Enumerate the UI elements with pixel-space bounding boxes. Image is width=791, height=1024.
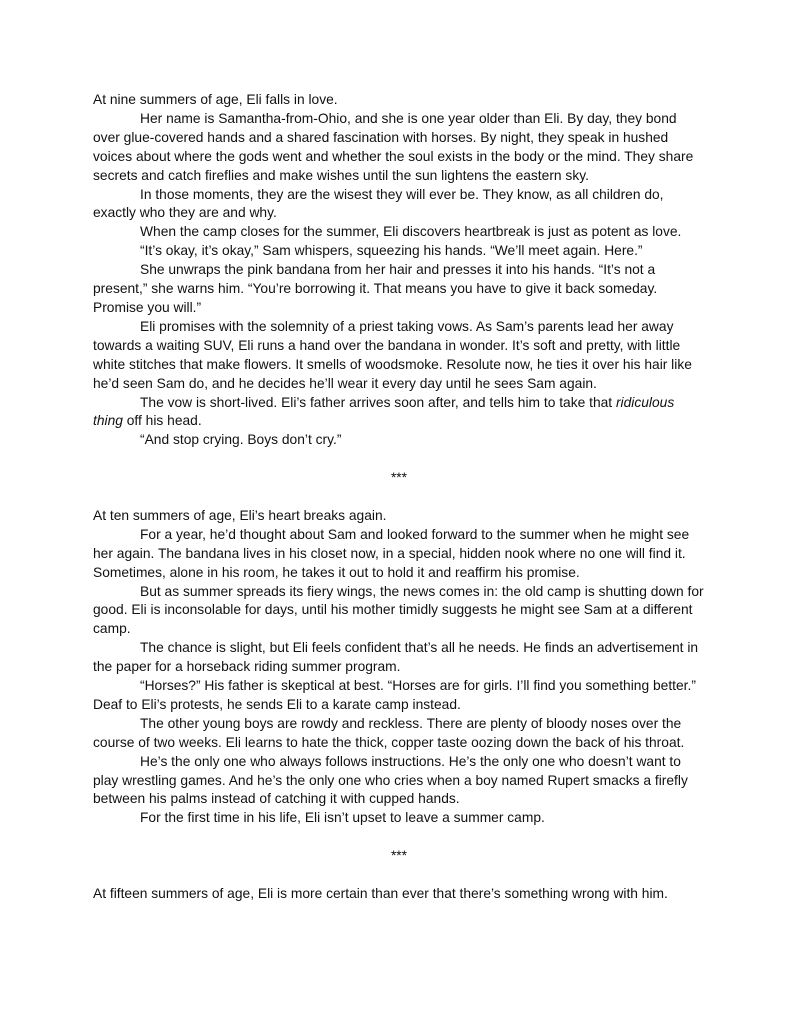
section2-opening: At ten summers of age, Eli’s heart breaks again. xyxy=(93,507,387,523)
section1-vow-paragraph xyxy=(93,394,705,432)
vow-text-italic: ridiculous thing xyxy=(93,394,675,429)
section1-paragraph: Her name is Samantha-from-Ohio, and she is one year older than Eli. By day, they bond over glue-covered hands and a shared fascination with horses. By night, they speak in hushed voices about where the gods went and whether the soul exists in the body or the mind. They share secrets and catch fireflies and make wishes until the sun lightens the eastern sky. xyxy=(93,110,694,183)
section2-paragraph: The chance is slight, but Eli feels confident that’s all he needs. He finds an advertisement in the paper for a horseback riding summer program. xyxy=(93,640,699,675)
section2-paragraph: The other young boys are rowdy and reckless. There are plenty of bloody noses over the course of two weeks. Eli learns to hate the thick, copper taste oozing down the back of his throat. xyxy=(93,715,685,750)
section1-paragraph: Eli promises with the solemnity of a priest taking vows. As Sam’s parents lead her away towards a waiting SUV, Eli runs a hand over the bandana in wonder. It’s soft and pretty, with little white stitches that make flowers. It smells of woodsmoke. Resolute now, he ties it over his hair like he’d seen Sam do, and he decides he’ll wear it every day until he sees Sam again. xyxy=(93,318,692,391)
section1-paragraph: “It’s okay, it’s okay,” Sam whispers, squeezing his hands. “We’ll meet again. Here.” xyxy=(140,243,643,259)
section1-opening: At nine summers of age, Eli falls in love. xyxy=(93,92,338,107)
scene-break: *** xyxy=(390,848,408,864)
section3-opening: At fifteen summers of age, Eli is more certain than ever that there’s something wrong with him. xyxy=(93,885,668,901)
section2-paragraph: But as summer spreads its fiery wings, the news comes in: the old camp is shutting down for good. Eli is inconsolable for days, until his mother timidly suggests he might see Sam at a different camp. xyxy=(93,583,704,637)
section1-paragraph: In those moments, they are the wisest they will ever be. They know, as all children do, exactly who they are and why. xyxy=(93,186,664,221)
vow-text-before: The vow is short-lived. Eli’s father arrives soon after, and tells him to take that xyxy=(140,394,616,410)
section1-paragraph: She unwraps the pink bandana from her hair and presses it into his hands. “It’s not a present,” she warns him. “You’re borrowing it. That means you have to give it back someday. Promise you will.” xyxy=(93,262,658,315)
section1-paragraph: When the camp closes for the summer, Eli discovers heartbreak is just as potent as love. xyxy=(140,224,682,240)
section2-paragraph: For the first time in his life, Eli isn’t upset to leave a summer camp. xyxy=(140,810,545,826)
section1-closing: “And stop crying. Boys don’t cry.” xyxy=(140,432,342,448)
scene-break: *** xyxy=(390,470,408,486)
document-page xyxy=(93,91,705,904)
section2-paragraph: “Horses?” His father is skeptical at best. “Horses are for girls. I’ll find you something better.” Deaf to Eli’s protests, he sends Eli to a karate camp instead. xyxy=(93,678,696,712)
section2-paragraph: For a year, he’d thought about Sam and looked forward to the summer when he might see her again. The bandana lives in his closet now, in a special, hidden nook where no one will find it. Sometimes, alone in his room, he takes it out to hold it and reaffirm his promise. xyxy=(93,526,690,580)
vow-text-after: off his head. xyxy=(122,413,202,429)
section2-paragraph: He’s the only one who always follows instructions. He’s the only one who doesn’t want to play wrestling games. And he’s the only one who cries when a boy named Rupert smacks a firefly between his palms instead of catching it with cupped hands. xyxy=(93,753,688,807)
